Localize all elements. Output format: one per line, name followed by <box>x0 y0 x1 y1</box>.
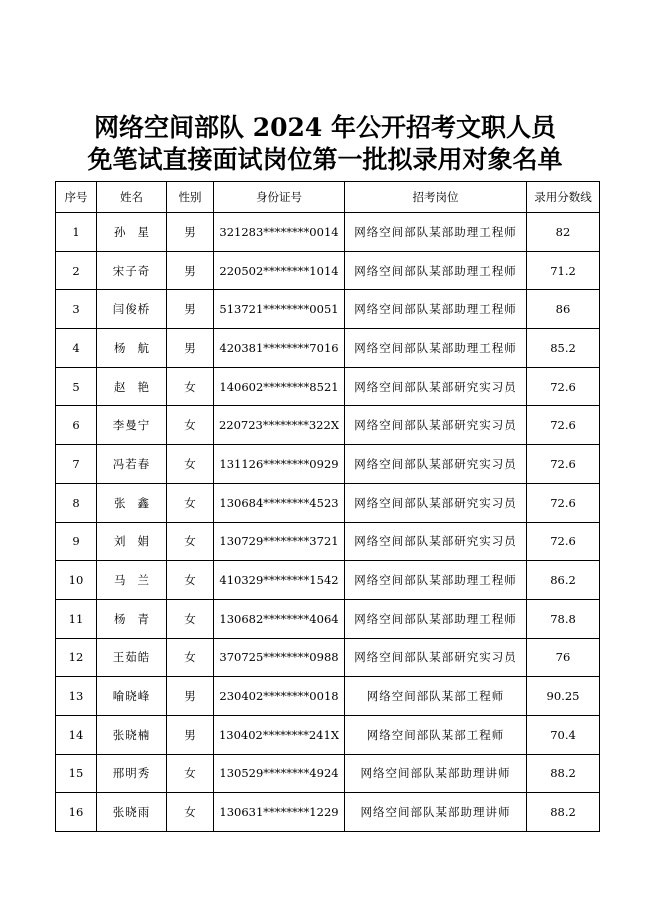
cell-post: 网络空间部队某部研究实习员 <box>345 445 527 484</box>
cell-score: 70.4 <box>527 715 600 754</box>
cell-seq: 10 <box>56 561 97 600</box>
cell-score: 85.2 <box>527 329 600 368</box>
cell-seq: 6 <box>56 406 97 445</box>
cell-name: 李曼宁 <box>97 406 167 445</box>
cell-id-number: 220723********322X <box>214 406 345 445</box>
table-row <box>56 445 600 484</box>
cell-seq: 8 <box>56 483 97 522</box>
cell-post: 网络空间部队某部助理讲师 <box>345 793 527 832</box>
cell-id-number: 130684********4523 <box>214 483 345 522</box>
header-gender: 性别 <box>167 182 214 213</box>
cell-seq: 5 <box>56 367 97 406</box>
cell-name: 赵艳 <box>97 367 167 406</box>
cell-id-number: 321283********0014 <box>214 213 345 252</box>
cell-gender: 男 <box>167 329 214 368</box>
cell-gender: 男 <box>167 290 214 329</box>
cell-post: 网络空间部队某部工程师 <box>345 715 527 754</box>
cell-seq: 2 <box>56 251 97 290</box>
cell-seq: 16 <box>56 793 97 832</box>
cell-score: 72.6 <box>527 367 600 406</box>
cell-post: 网络空间部队某部助理工程师 <box>345 561 527 600</box>
table-row <box>56 329 600 368</box>
cell-gender: 女 <box>167 406 214 445</box>
cell-seq: 14 <box>56 715 97 754</box>
cell-post: 网络空间部队某部助理工程师 <box>345 251 527 290</box>
cell-post: 网络空间部队某部助理讲师 <box>345 754 527 793</box>
cell-name: 张鑫 <box>97 483 167 522</box>
cell-id-number: 370725********0988 <box>214 638 345 677</box>
header-name: 姓名 <box>97 182 167 213</box>
cell-score: 82 <box>527 213 600 252</box>
cell-score: 72.6 <box>527 406 600 445</box>
cell-name: 邢明秀 <box>97 754 167 793</box>
table-row <box>56 213 600 252</box>
table-row <box>56 406 600 445</box>
cell-name: 冯若春 <box>97 445 167 484</box>
cell-seq: 1 <box>56 213 97 252</box>
admission-list-table <box>55 181 600 832</box>
cell-gender: 女 <box>167 599 214 638</box>
table-row <box>56 754 600 793</box>
cell-post: 网络空间部队某部研究实习员 <box>345 406 527 445</box>
cell-score: 76 <box>527 638 600 677</box>
table-row <box>56 715 600 754</box>
page-title-line-1: 网络空间部队 2024 年公开招考文职人员 <box>94 113 556 142</box>
cell-gender: 女 <box>167 445 214 484</box>
cell-seq: 11 <box>56 599 97 638</box>
cell-score: 72.6 <box>527 522 600 561</box>
cell-name: 王茹皓 <box>97 638 167 677</box>
cell-id-number: 140602********8521 <box>214 367 345 406</box>
cell-seq: 7 <box>56 445 97 484</box>
cell-name: 张晓雨 <box>97 793 167 832</box>
cell-gender: 女 <box>167 793 214 832</box>
cell-name: 喻晓峰 <box>97 677 167 716</box>
cell-score: 88.2 <box>527 754 600 793</box>
cell-post: 网络空间部队某部助理工程师 <box>345 213 527 252</box>
cell-score: 72.6 <box>527 483 600 522</box>
cell-name: 杨青 <box>97 599 167 638</box>
header-post: 招考岗位 <box>345 182 527 213</box>
page-title-line-2: 免笔试直接面试岗位第一批拟录用对象名单 <box>87 145 563 174</box>
header-seq: 序号 <box>56 182 97 213</box>
cell-id-number: 131126********0929 <box>214 445 345 484</box>
cell-post: 网络空间部队某部研究实习员 <box>345 483 527 522</box>
table-row <box>56 599 600 638</box>
cell-score: 88.2 <box>527 793 600 832</box>
header-id-number: 身份证号 <box>214 182 345 213</box>
cell-gender: 女 <box>167 561 214 600</box>
table-row <box>56 561 600 600</box>
cell-score: 78.8 <box>527 599 600 638</box>
cell-gender: 女 <box>167 754 214 793</box>
header-score: 录用分数线 <box>527 182 600 213</box>
cell-id-number: 130529********4924 <box>214 754 345 793</box>
table-row <box>56 367 600 406</box>
cell-score: 90.25 <box>527 677 600 716</box>
cell-id-number: 420381********7016 <box>214 329 345 368</box>
cell-id-number: 230402********0018 <box>214 677 345 716</box>
cell-score: 72.6 <box>527 445 600 484</box>
cell-name: 杨航 <box>97 329 167 368</box>
cell-post: 网络空间部队某部助理工程师 <box>345 329 527 368</box>
cell-id-number: 410329********1542 <box>214 561 345 600</box>
cell-score: 71.2 <box>527 251 600 290</box>
cell-name: 马兰 <box>97 561 167 600</box>
cell-id-number: 130402********241X <box>214 715 345 754</box>
cell-seq: 4 <box>56 329 97 368</box>
cell-name: 孙星 <box>97 213 167 252</box>
table-row <box>56 638 600 677</box>
table-row <box>56 677 600 716</box>
table-row <box>56 251 600 290</box>
cell-name: 张晓楠 <box>97 715 167 754</box>
cell-gender: 男 <box>167 677 214 716</box>
cell-post: 网络空间部队某部助理工程师 <box>345 290 527 329</box>
cell-gender: 男 <box>167 251 214 290</box>
cell-score: 86.2 <box>527 561 600 600</box>
cell-seq: 13 <box>56 677 97 716</box>
table-header-row <box>56 182 600 213</box>
table-row <box>56 483 600 522</box>
cell-name: 宋子奇 <box>97 251 167 290</box>
cell-id-number: 130682********4064 <box>214 599 345 638</box>
cell-name: 刘娟 <box>97 522 167 561</box>
cell-name: 闫俊桥 <box>97 290 167 329</box>
cell-gender: 女 <box>167 367 214 406</box>
cell-post: 网络空间部队某部研究实习员 <box>345 367 527 406</box>
table-row <box>56 793 600 832</box>
table-row <box>56 522 600 561</box>
cell-post: 网络空间部队某部研究实习员 <box>345 522 527 561</box>
cell-gender: 女 <box>167 522 214 561</box>
table-row <box>56 290 600 329</box>
cell-post: 网络空间部队某部工程师 <box>345 677 527 716</box>
cell-seq: 3 <box>56 290 97 329</box>
cell-post: 网络空间部队某部研究实习员 <box>345 638 527 677</box>
cell-score: 86 <box>527 290 600 329</box>
table-body <box>56 213 600 832</box>
cell-gender: 女 <box>167 483 214 522</box>
cell-seq: 12 <box>56 638 97 677</box>
cell-gender: 男 <box>167 213 214 252</box>
cell-seq: 15 <box>56 754 97 793</box>
cell-post: 网络空间部队某部助理工程师 <box>345 599 527 638</box>
cell-id-number: 130631********1229 <box>214 793 345 832</box>
cell-seq: 9 <box>56 522 97 561</box>
cell-id-number: 130729********3721 <box>214 522 345 561</box>
cell-id-number: 220502********1014 <box>214 251 345 290</box>
cell-gender: 男 <box>167 715 214 754</box>
cell-gender: 女 <box>167 638 214 677</box>
cell-id-number: 513721********0051 <box>214 290 345 329</box>
